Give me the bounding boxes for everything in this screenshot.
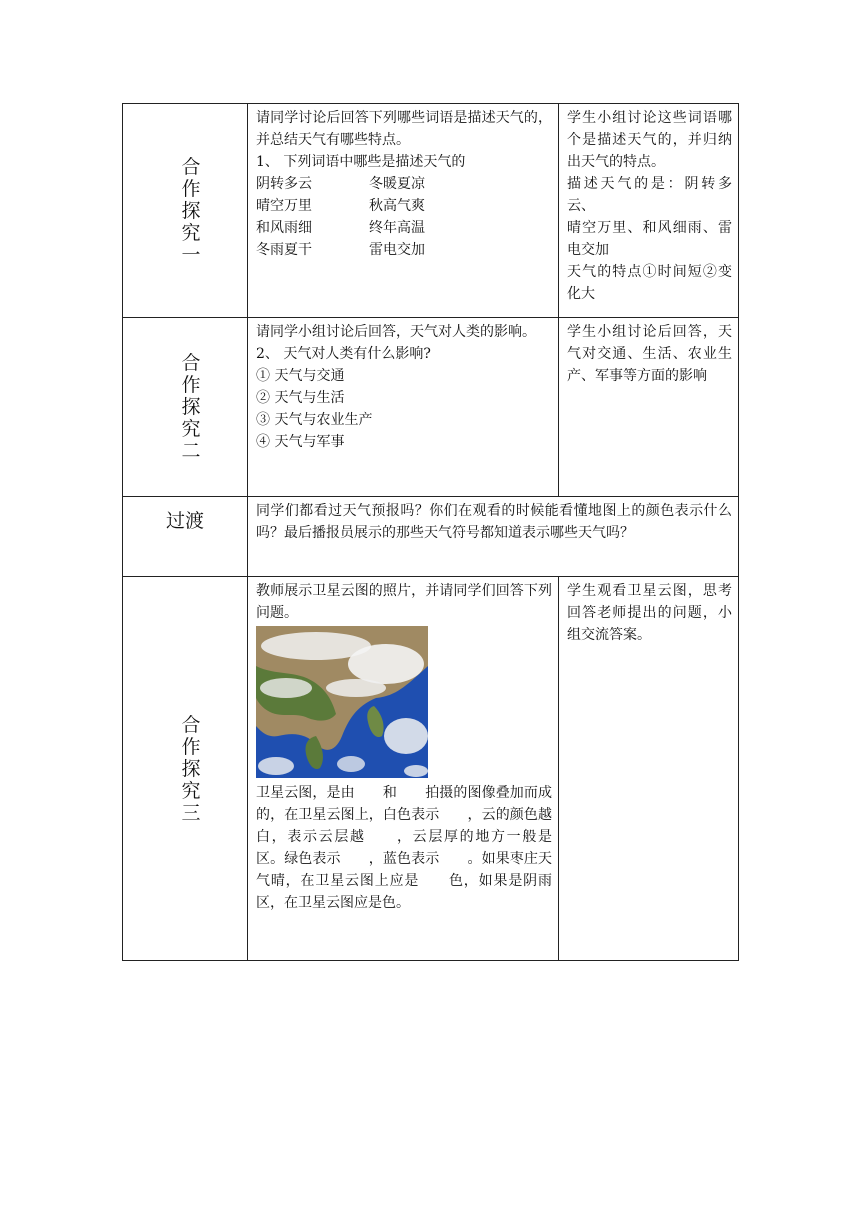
- word: 雷电交加: [369, 242, 425, 258]
- student-text: 晴空万里、和风细雨、雷电交加: [567, 220, 732, 258]
- word: 冬暖夏凉: [369, 176, 425, 192]
- teacher-intro: 请同学小组讨论后回答，天气对人类的影响。: [256, 324, 536, 340]
- list-item: ① 天气与交通: [256, 368, 345, 384]
- student-text: 学生小组讨论这些词语哪个是描述天气的，并归纳出天气的特点。: [567, 110, 732, 170]
- word: 冬雨夏干: [256, 242, 312, 258]
- teacher-question: 2、 天气对人类有什么影响?: [256, 346, 431, 362]
- student-text: 学生观看卫星云图，思考回答老师提出的问题，小组交流答案。: [567, 583, 732, 643]
- student-activity-cell: [559, 318, 739, 497]
- word: 晴空万里: [256, 198, 312, 214]
- list-item: ② 天气与生活: [256, 390, 345, 406]
- stage-title: 合作探究一: [181, 155, 201, 266]
- student-text: 描述天气的是：阴转多云、: [567, 176, 732, 214]
- teacher-activity-cell: [248, 318, 559, 497]
- student-text: 天气的特点①时间短②变化大: [567, 264, 732, 302]
- lesson-plan-table: [122, 103, 739, 961]
- teacher-question: 1、 下列词语中哪些是描述天气的: [256, 154, 466, 170]
- teacher-activity-cell: [248, 577, 580, 961]
- list-item: ④ 天气与军事: [256, 434, 345, 450]
- word: 阴转多云: [256, 176, 312, 192]
- student-activity-cell: [559, 577, 739, 961]
- student-activity-cell: [559, 104, 739, 318]
- stage-cell: [123, 318, 248, 497]
- table-row: [123, 318, 739, 497]
- table-row: [123, 497, 739, 577]
- teacher-activity-cell: [248, 104, 559, 318]
- stage-title: 合作探究三: [181, 713, 201, 824]
- table-row: [123, 577, 739, 961]
- stage-title: 过渡: [165, 510, 204, 532]
- word-pair: [256, 173, 552, 195]
- stage-cell: [123, 497, 248, 577]
- word-pair: [256, 217, 552, 239]
- word: 终年高温: [369, 220, 425, 236]
- student-text: 学生小组讨论后回答，天气对交通、生活、农业生产、军事等方面的影响: [567, 324, 732, 384]
- fill-in-blank-question: 卫星云图，是由 和 拍摄的图像叠加而成的，在卫星云图上，白色表示 ，云的颜色越白，表示云层越 ，云层厚的地方一般是 区。绿色表示 ，蓝色表示 。如果枣庄天气晴，在卫星云图上应是 色，如果是阴雨区，在卫星云图应是色。: [256, 785, 580, 911]
- stage-cell: [123, 104, 248, 318]
- word: 和风雨细: [256, 220, 312, 236]
- stage-cell: [123, 577, 248, 961]
- teacher-intro: 教师展示卫星云图的照片，并请同学们回答下列问题。: [256, 583, 552, 621]
- word-pair: [256, 239, 552, 261]
- teacher-intro: 请同学讨论后回答下列哪些词语是描述天气的，并总结天气有哪些特点。: [256, 110, 552, 148]
- stage-title: 合作探究二: [181, 352, 201, 462]
- word: 秋高气爽: [369, 198, 425, 214]
- transition-text: 同学们都看过天气预报吗？你们在观看的时候能看懂地图上的颜色表示什么吗？最后播报员展示的那些天气符号都知道表示哪些天气吗？: [256, 503, 732, 541]
- list-item: ③ 天气与农业生产: [256, 412, 373, 428]
- table-row: [123, 104, 739, 318]
- satellite-cloud-image: [256, 626, 428, 778]
- transition-cell: [248, 497, 739, 577]
- word-pair: [256, 195, 552, 217]
